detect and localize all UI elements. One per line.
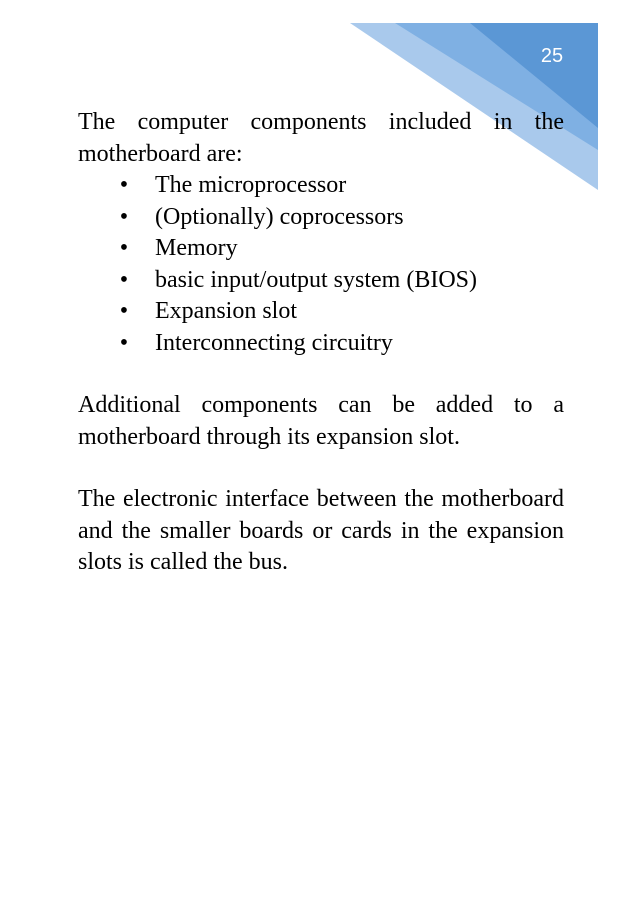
list-item-text: The microprocessor [155, 172, 347, 198]
bullet-icon: • [119, 266, 129, 293]
intro-paragraph: The computer components included in the motherboard are: [78, 109, 564, 167]
list-item-text: (Optionally) coprocessors [155, 203, 404, 230]
expansion-paragraph: Additional components can be added to a motherboard through its expansion slot. [78, 392, 564, 450]
bus-paragraph: The electronic interface between the motherboard and the smaller boards or cards in the expansion slots is called the bus. [78, 486, 564, 575]
components-list [78, 170, 564, 359]
list-item-text: Interconnecting circuitry [155, 329, 393, 356]
bullet-icon: • [119, 203, 129, 230]
spacer [78, 453, 564, 484]
document-body [78, 107, 564, 579]
list-item [78, 296, 564, 328]
list-item-text: Memory [155, 235, 238, 261]
list-item-text: Expansion slot [155, 298, 297, 324]
list-item [78, 233, 564, 265]
list-item [78, 265, 564, 297]
list-item [78, 328, 564, 360]
bullet-icon: • [119, 172, 129, 198]
bullet-icon: • [119, 235, 129, 261]
spacer [78, 359, 564, 390]
bullet-icon: • [119, 329, 129, 356]
list-item-text: basic input/output system (BIOS) [155, 266, 477, 293]
list-item [78, 170, 564, 202]
page-number: 25 [540, 45, 564, 67]
list-item [78, 202, 564, 234]
bullet-icon: • [119, 298, 129, 324]
